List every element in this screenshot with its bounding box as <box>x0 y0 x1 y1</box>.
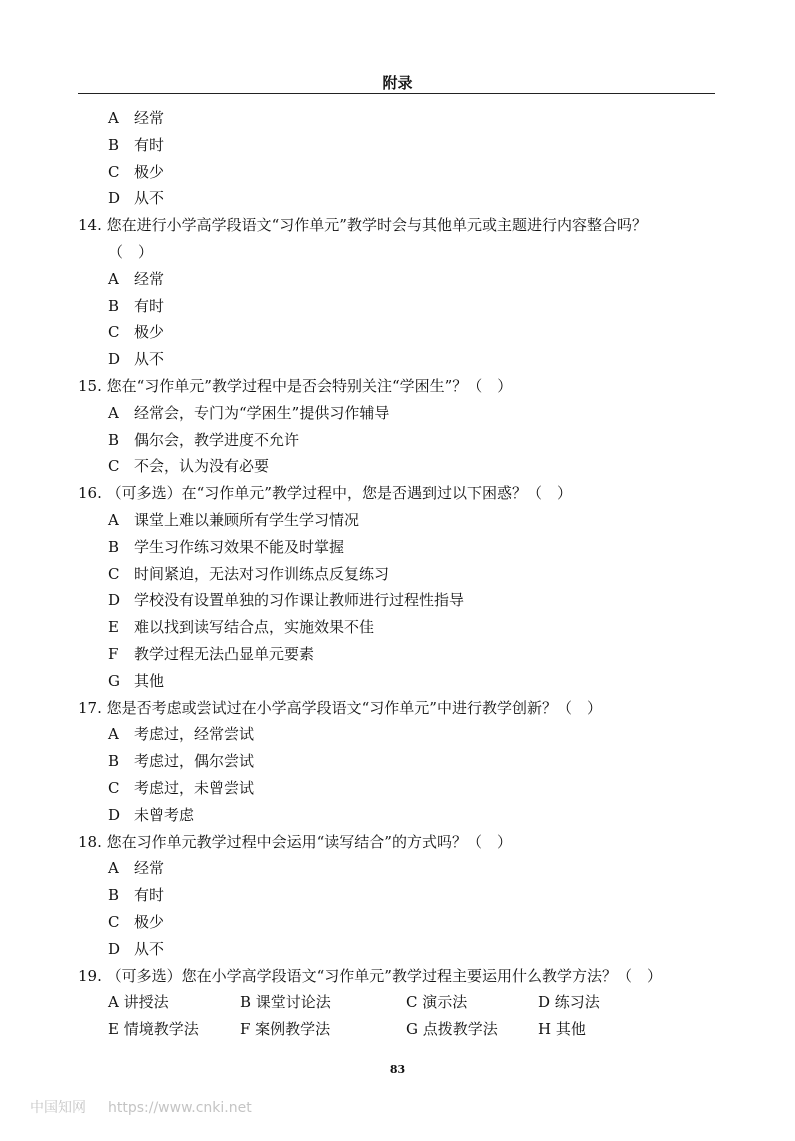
option-f <box>78 641 718 668</box>
option-text: 难以找到读写结合点，实施效果不佳 <box>134 618 375 637</box>
option-text: 经常 <box>134 109 165 127</box>
option-a <box>78 400 718 427</box>
option-c <box>78 159 718 186</box>
option-text: 不会，认为没有必要 <box>134 457 270 476</box>
option-text: 考虑过，未曾尝试 <box>134 778 255 797</box>
option-text: 有时 <box>134 886 165 905</box>
option-g: G 点拨教学法 <box>406 1020 498 1039</box>
option-text: 有时 <box>134 296 165 315</box>
option-letter: F <box>108 644 119 663</box>
header-divider <box>78 93 715 94</box>
option-letter: A <box>108 109 119 127</box>
watermark-brand: 中国知网 <box>30 1100 86 1116</box>
option-letter: B <box>108 752 120 771</box>
option-b: B 课堂讨论法 <box>240 993 331 1012</box>
option-d <box>78 587 718 614</box>
option-letter: C <box>108 912 120 931</box>
option-text: 极少 <box>134 912 165 931</box>
question-14-answer-blank: （ ） <box>108 242 154 261</box>
option-letter: G <box>108 671 120 690</box>
option-f: F 案例教学法 <box>240 1020 331 1039</box>
option-letter: B <box>108 135 120 154</box>
option-text: 时间紧迫，无法对习作训练点反复练习 <box>134 564 390 583</box>
option-letter: C <box>108 162 120 181</box>
option-d: D 练习法 <box>538 993 600 1012</box>
option-c <box>78 561 718 588</box>
option-letter: A <box>108 859 119 878</box>
option-c <box>78 453 718 480</box>
page-number: 83 <box>389 1063 406 1076</box>
option-text: 经常 <box>134 269 165 288</box>
question-16-stem: 16. （可多选）在“习作单元”教学过程中，您是否遇到过以下困惑？（ ） <box>78 484 572 503</box>
option-letter: C <box>108 323 120 342</box>
option-letter: D <box>108 591 121 610</box>
option-a <box>78 105 718 132</box>
option-b <box>78 427 718 454</box>
cnki-watermark <box>30 1097 252 1117</box>
option-c <box>78 775 718 802</box>
option-e: E 情境教学法 <box>108 1020 199 1039</box>
option-letter: B <box>108 296 120 315</box>
option-c <box>78 319 718 346</box>
option-d <box>78 185 718 212</box>
option-a: A 讲授法 <box>108 993 169 1012</box>
option-d <box>78 936 718 963</box>
question-15-stem: 15. 您在“习作单元”教学过程中是否会特别关注“学困生”？（ ） <box>78 376 513 395</box>
option-letter: D <box>108 350 121 369</box>
option-g <box>78 668 718 695</box>
question-19-options <box>78 989 718 1043</box>
option-letter: D <box>108 939 121 958</box>
option-text: 偶尔会，教学进度不允许 <box>134 430 300 449</box>
option-letter: A <box>108 510 119 529</box>
option-text: 有时 <box>134 135 165 154</box>
option-letter: C <box>108 778 120 797</box>
question-18-stem: 18. 您在习作单元教学过程中会运用“读写结合”的方式吗？（ ） <box>78 832 512 851</box>
option-b <box>78 748 718 775</box>
watermark-url: https://www.cnki.net <box>108 1100 252 1116</box>
option-b <box>78 293 718 320</box>
option-letter: C <box>108 564 120 583</box>
option-text: 极少 <box>134 162 165 181</box>
option-text: 学生习作练习效果不能及时掌握 <box>134 537 345 556</box>
option-letter: A <box>108 403 119 422</box>
option-text: 未曾考虑 <box>134 805 195 824</box>
option-a <box>78 266 718 293</box>
option-text: 考虑过，经常尝试 <box>134 725 255 744</box>
option-b <box>78 534 718 561</box>
option-letter: D <box>108 805 121 824</box>
option-text: 学校没有设置单独的习作课让教师进行过程性指导 <box>134 591 465 610</box>
option-letter: C <box>108 457 120 476</box>
option-a <box>78 855 718 882</box>
option-b <box>78 132 718 159</box>
option-b <box>78 882 718 909</box>
option-c: C 演示法 <box>406 993 468 1012</box>
option-text: 考虑过，偶尔尝试 <box>134 752 255 771</box>
option-letter: D <box>108 189 121 208</box>
option-letter: B <box>108 430 120 449</box>
option-text: 极少 <box>134 323 165 342</box>
option-d <box>78 346 718 373</box>
option-letter: B <box>108 537 120 556</box>
option-text: 经常 <box>134 859 165 878</box>
question-14-stem: 14. 您在进行小学高学段语文“习作单元”教学时会与其他单元或主题进行内容整合吗？ <box>78 216 647 235</box>
option-text: 教学过程无法凸显单元要素 <box>134 644 315 663</box>
option-text: 课堂上难以兼顾所有学生学习情况 <box>134 510 360 529</box>
option-a <box>78 507 718 534</box>
option-text: 经常会，专门为“学困生”提供习作辅导 <box>134 403 390 422</box>
option-letter: E <box>108 618 119 637</box>
question-19-stem: 19. （可多选）您在小学高学段语文“习作单元”教学过程主要运用什么教学方法？（ ） <box>78 966 662 985</box>
option-letter: B <box>108 886 120 905</box>
question-17-stem: 17. 您是否考虑或尝试过在小学高学段语文“习作单元”中进行教学创新？（ ） <box>78 698 602 717</box>
option-c <box>78 909 718 936</box>
option-text: 从不 <box>134 189 165 208</box>
option-text: 从不 <box>134 939 165 958</box>
option-a <box>78 721 718 748</box>
questionnaire-content <box>78 105 718 1043</box>
option-h: H 其他 <box>538 1020 586 1039</box>
option-letter: A <box>108 725 119 744</box>
option-text: 其他 <box>134 671 165 690</box>
option-text: 从不 <box>134 350 165 369</box>
page-header-title: 附录 <box>382 74 413 92</box>
option-letter: A <box>108 269 119 288</box>
option-d <box>78 802 718 829</box>
option-e <box>78 614 718 641</box>
